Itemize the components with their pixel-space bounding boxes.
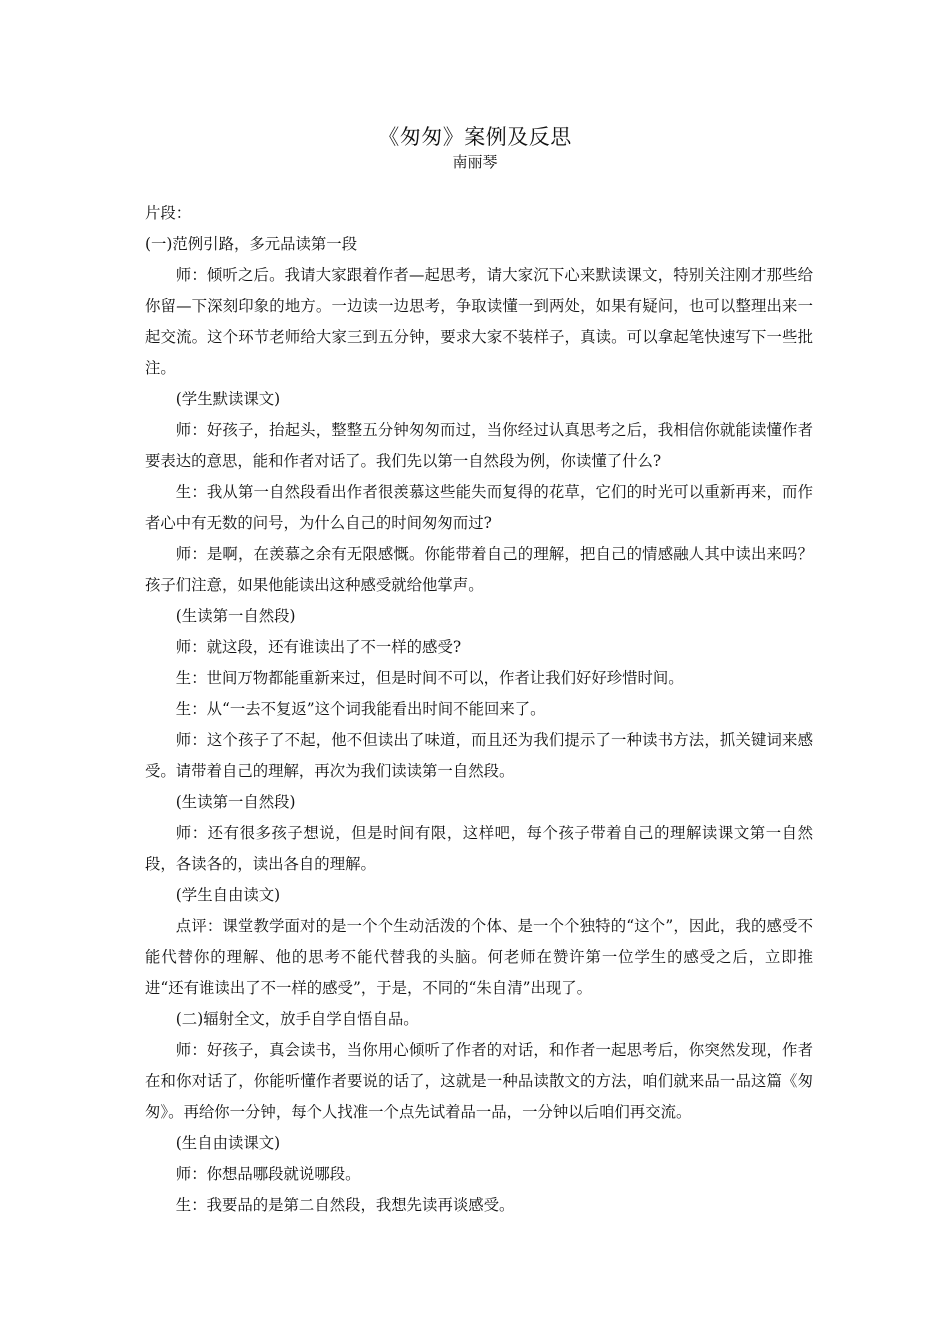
paragraph: 师：还有很多孩子想说，但是时间有限，这样吧，每个孩子带着自己的理解读课文第一自然段，各读各的，读出各自的理解。: [145, 824, 813, 873]
paragraph: (二)辐射全文，放手自学自悟自品。: [175, 1010, 419, 1028]
paragraph: (学生默读课文): [175, 390, 281, 408]
paragraph: (生读第一自然段): [175, 607, 296, 625]
paragraph: 生：世间万物都能重新来过，但是时间不可以，作者让我们好好珍惜时间。: [175, 669, 684, 687]
paragraph: (一)范例引路，多元品读第一段: [145, 235, 358, 253]
paragraph: 生：从“一去不复返”这个词我能看出时间不能回来了。: [175, 700, 546, 718]
paragraph: 点评：课堂教学面对的是一个个生动活泼的个体、是一个个独特的“这个”，因此，我的感受不能代替你的理解、他的思考不能代替我的头脑。何老师在赞许第一位学生的感受之后，立即推进“还有谁读出了不一样的感受”，于是，不同的“朱自清”出现了。: [145, 917, 813, 997]
paragraph: 师：好孩子，抬起头，整整五分钟匆匆而过，当你经过认真思考之后，我相信你就能读懂作者要表达的意思，能和作者对话了。我们先以第一自然段为例，你读懂了什么?: [145, 421, 813, 470]
paragraph: 师：就这段，还有谁读出了不一样的感受?: [175, 638, 462, 656]
paragraph: 片段：: [145, 204, 192, 222]
paragraph: 生：我要品的是第二自然段，我想先读再谈感受。: [175, 1196, 515, 1214]
paragraph: 师：是啊，在羡慕之余有无限感慨。你能带着自己的理解，把自己的情感融人其中读出来吗？孩子们注意，如果他能读出这种感受就给他掌声。: [145, 545, 813, 594]
paragraph: 生：我从第一自然段看出作者很羡慕这些能失而复得的花草，它们的时光可以重新再来，而作者心中有无数的问号，为什么自己的时间匆匆而过?: [145, 483, 813, 532]
author-name: 南丽琴: [452, 153, 498, 171]
paragraph: (生自由读课文): [175, 1134, 281, 1152]
paragraph: (生读第一自然段): [175, 793, 296, 811]
paragraph: 师：倾听之后。我请大家跟着作者—起思考，请大家沉下心来默读课文，特别关注刚才那些给你留—下深刻印象的地方。一边读一边思考，争取读懂一到两处，如果有疑问，也可以整理出来一起交流。这个环节老师给大家三到五分钟，要求大家不装样子，真读。可以拿起笔快速写下一些批注。: [145, 266, 813, 377]
paragraph: 师：这个孩子了不起，他不但读出了味道，而且还为我们提示了一种读书方法，抓关键词来感受。请带着自己的理解，再次为我们读读第一自然段。: [145, 731, 813, 780]
paragraph: (学生自由读文): [175, 886, 281, 904]
document-body: [145, 198, 813, 1221]
document-title: 《匆匆》案例及反思: [378, 125, 572, 149]
paragraph: 师：你想品哪段就说哪段。: [175, 1165, 361, 1183]
paragraph: 师：好孩子，真会读书，当你用心倾听了作者的对话，和作者一起思考后，你突然发现，作者在和你对话了，你能听懂作者要说的话了，这就是一种品读散文的方法，咱们就来品一品这篇《匆匆》。再给你一分钟，每个人找准一个点先试着品一品，一分钟以后咱们再交流。: [145, 1041, 813, 1121]
